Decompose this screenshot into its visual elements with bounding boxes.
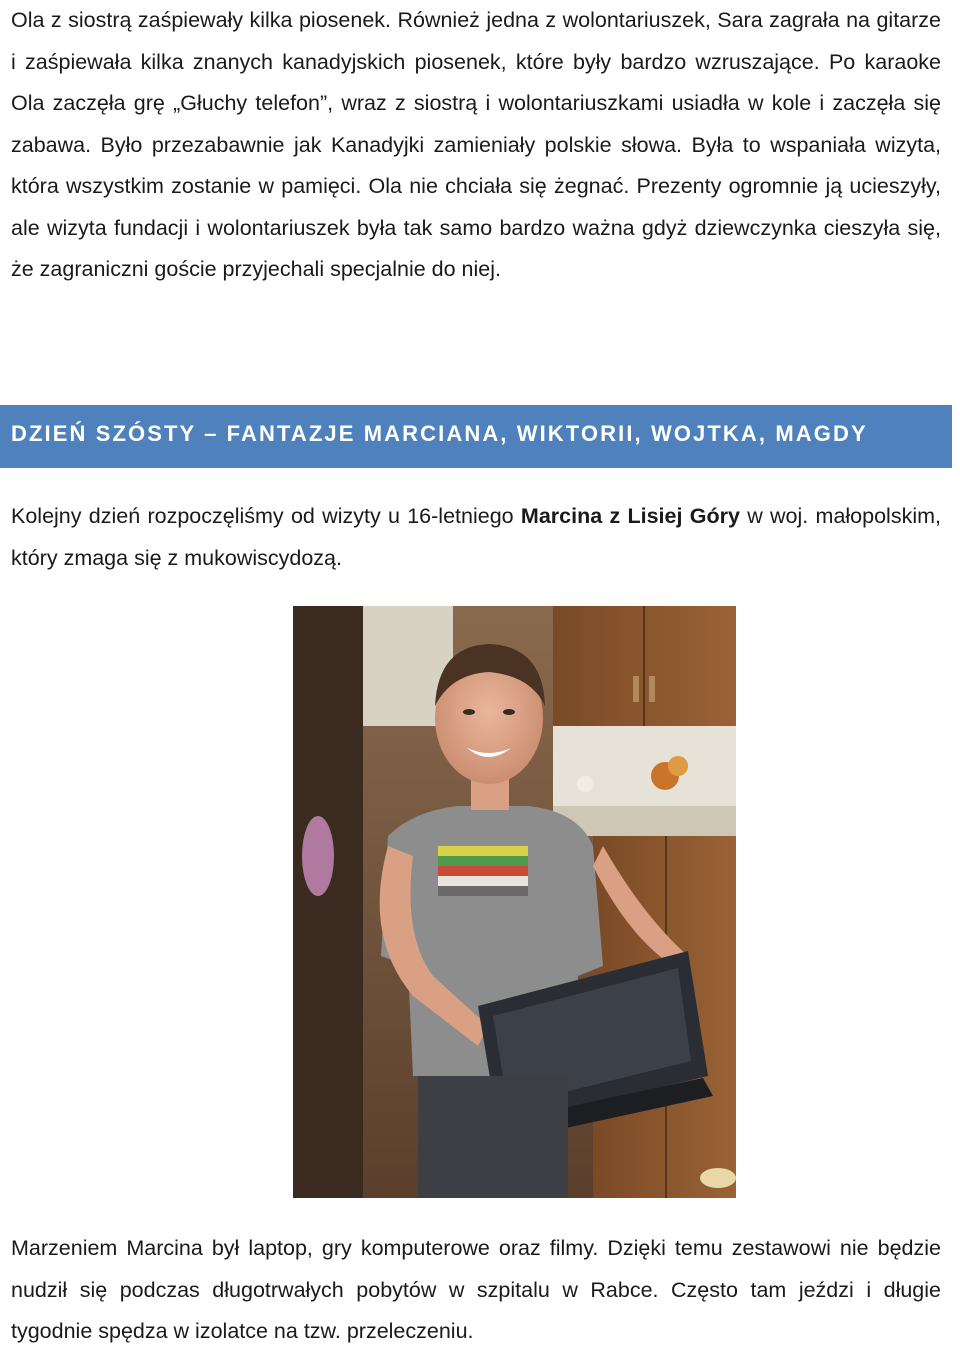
photo-boy-with-laptop xyxy=(293,606,736,1198)
paragraph-visit-name: Marcina z Lisiej Góry xyxy=(520,504,740,528)
paragraph-intro: Ola z siostrą zaśpiewały kilka piosenek. Również jedna z wolontariuszek, Sara zagrała na gitarze i zaśpiewała kilka znanych kanadyjskich piosenek, które były bardzo wzruszające. Po karaoke Ola zaczęła grę „Głuchy telefon”, wraz z siostrą i wolontariuszkami usiadła w kole i zaczęła się zabawa. Było przezabawnie jak Kanadyjki zamieniały polskie słowa. Była to wspaniała wizyta, która wszystkim zostanie w pamięci. Ola nie chciała się żegnać. Prezenty ogromnie ją ucieszyły, ale wizyta fundacji i wolontariuszek była tak samo bardzo ważna gdyż dziewczynka cieszyła się, że zagraniczni goście przyjechali specjalnie do niej. xyxy=(11,8,941,281)
paragraph-visit-end: w woj. małopolskim, który zmaga się z mukowiscydozą. xyxy=(11,504,941,570)
paragraph-visit xyxy=(11,496,941,579)
section-heading-bar xyxy=(0,405,952,468)
paragraph-dream: Marzeniem Marcina był laptop, gry komputerowe oraz filmy. Dzięki temu zestawowi nie będzie nudził się podczas długotrwałych pobytów w szpitalu w Rabce. Często tam jeździ i długie tygodnie spędza w izolatce na tzw. przeleczeniu. xyxy=(11,1236,941,1343)
section-heading: DZIEŃ SZÓSTY – FANTAZJE MARCIANA, WIKTORII, WOJTKA, MAGDY xyxy=(11,421,868,446)
paragraph-visit-start: Kolejny dzień rozpoczęliśmy od wizyty u 16-letniego xyxy=(11,504,521,528)
